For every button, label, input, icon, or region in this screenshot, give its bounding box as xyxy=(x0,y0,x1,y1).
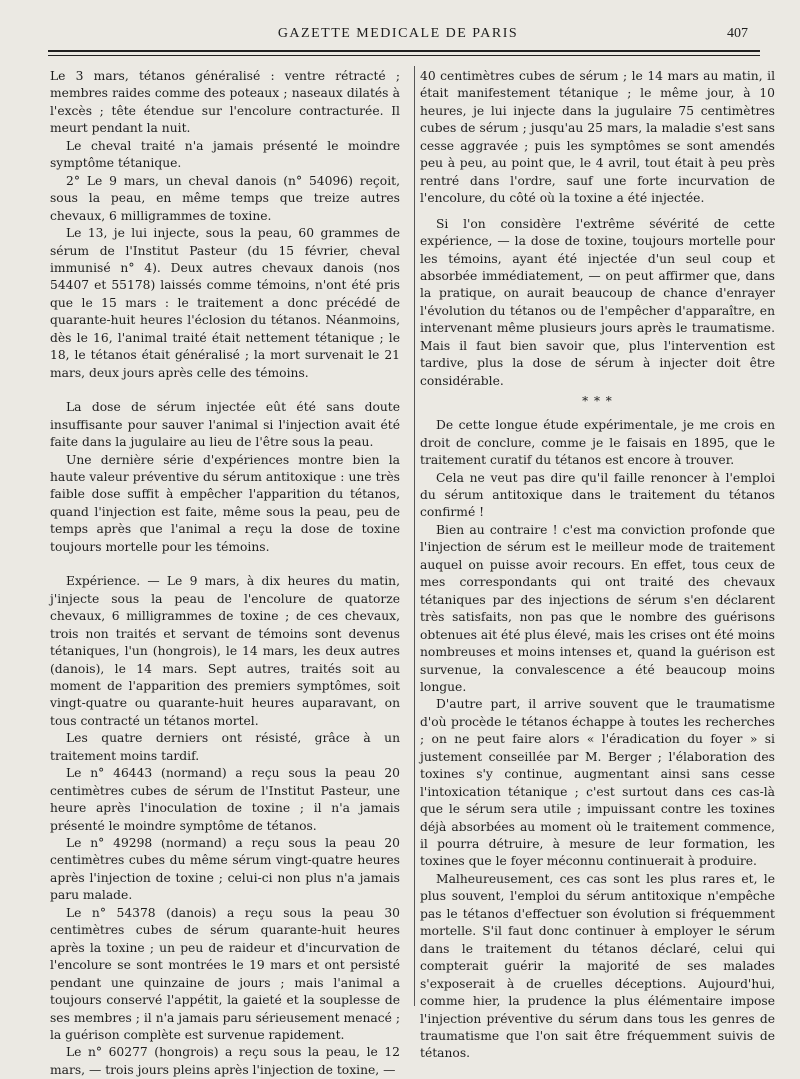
paragraph: Si l'on considère l'extrême sévérité de cette expérience, — la dose de toxine, toujours mortelle pour les témoins, ayant été injectée d'un seul coup et absorbée immédiatement, — on peut affirmer que, dans la pratique, on aurait beaucoup de chance d'enrayer l'évolution du tétanos ou de l'empêcher d'apparaître, en intervenant même plusieurs jours après le traumatisme. Mais il faut bien savoir que, plus l'intervention est tardive, plus la dose de sérum à injecter doit être considérable. xyxy=(420,216,775,388)
paragraph: Une dernière série d'expériences montre bien la haute valeur préventive du sérum antitoxique : une très faible dose suffit à empêcher l'apparition du tétanos, quand l'injection est faite, même sous la peau, peu de temps après que l'animal a reçu la dose de toxine toujours mortelle pour les témoins. xyxy=(50,452,400,554)
paragraph: D'autre part, il arrive souvent que le traumatisme d'où procède le tétanos échappe à toutes les recherches ; on ne peut faire alors « l'éradication du foyer » si justement conseillée par M. Berger ; l'élaboration des toxines s'y continue, augmentant ainsi sans cesse l'intoxication tétanique ; c'est surtout dans ces cas-là que le sérum sera utile ; impuissant contre les toxines déjà absorbées au moment où le traitement commence, il pourra détruire, à mesure de leur formation, les toxines que le foyer méconnu continuerait à produire. xyxy=(420,697,775,869)
paragraph: 40 centimètres cubes de sérum ; le 14 mars au matin, il était manifestement tétanique ; le même jour, à 10 heures, je lui injecte dans la jugulaire 75 centimètres cubes de sérum ; jusqu'au 25 mars, la maladie s'est sans cesse aggravée ; puis les symptômes se sont amendés peu à peu, au point que, le 4 avril, tout était à peu près rentré dans l'ordre, sauf une forte incurvation de l'encolure, du côté où la toxine a été injectée. xyxy=(420,69,775,206)
paragraph: Le cheval traité n'a jamais présenté le moindre symptôme tétanique. xyxy=(50,138,400,171)
paragraph: De cette longue étude expérimentale, je me crois en droit de conclure, comme je le faisais en 1895, que le traitement curatif du tétanos est encore à trouver. xyxy=(420,418,775,468)
header-rule-thin xyxy=(48,55,760,56)
paragraph: Les quatre derniers ont résisté, grâce à un traitement moins tardif. xyxy=(50,731,400,763)
paragraph: Le n° 54378 (danois) a reçu sous la peau 30 centimètres cubes de sérum quarante-huit heures après la toxine ; un peu de raideur et d'incurvation de l'encolure se sont montrées le 19 mars et ont persisté pendant une quinzaine de jours ; mais l'animal a toujours conservé l'appétit, la gaieté et la souplesse de ses membres ; il n'a jamais paru sérieusement menacé ; la guérison complète est survenue rapidement. xyxy=(50,905,400,1043)
paragraph: Le n° 49298 (normand) a reçu sous la peau 20 centimètres cubes du même sérum vingt-quatre heures après l'injection de toxine ; celui-ci non plus n'a jamais paru malade. xyxy=(50,836,400,903)
paragraph: Cela ne veut pas dire qu'il faille renoncer à l'emploi du sérum antitoxique dans le traitement du tétanos confirmé ! xyxy=(420,470,775,520)
header-rule-thick xyxy=(48,50,760,52)
journal-title: GAZETTE MEDICALE DE PARIS xyxy=(277,26,519,41)
running-header xyxy=(48,24,748,46)
paragraph: Le 13, je lui injecte, sous la peau, 60 grammes de sérum de l'Institut Pasteur (du 15 février, cheval immunisé n° 4). Deux autres chevaux danois (nos 54407 et 55178) laissés comme témoins, n'ont été pris que le 15 mars : le traitement a donc précédé de quarante-huit heures l'éclosion du tétanos. Néanmoins, dès le 16, l'animal traité était nettement tétanique ; le 18, le tétanos était généralisé ; la mort survenait le 21 mars, deux jours après celle des témoins. xyxy=(50,226,400,380)
paragraph: Le n° 60277 (hongrois) a reçu sous la peau, le 12 mars, — trois jours pleins après l'injection de toxine, — xyxy=(50,1045,400,1077)
section-break: * * * xyxy=(582,394,613,409)
paragraph: La dose de sérum injectée eût été sans doute insuffisante pour sauver l'animal si l'injection avait été faite dans la jugulaire au lieu de l'être sous la peau. xyxy=(50,400,400,450)
paragraph: Le n° 46443 (normand) a reçu sous la peau 20 centimètres cubes de sérum de l'Institut Pasteur, une heure après l'inoculation de toxine ; il n'a jamais présenté le moindre symptôme de tétanos. xyxy=(50,766,400,833)
right-column xyxy=(420,68,775,1063)
paragraph: 2° Le 9 mars, un cheval danois (n° 54096) reçoit, sous la peau, en même temps que treize autres chevaux, 6 milligrammes de toxine. xyxy=(50,173,400,223)
left-column xyxy=(50,68,400,1079)
paragraph: Expérience. — Le 9 mars, à dix heures du matin, j'injecte sous la peau de l'encolure de quatorze chevaux, 6 milligrammes de toxine ; de ces chevaux, trois non traités et servant de témoins sont devenus tétaniques, l'un (hongrois), le 14 mars, les deux autres (danois), le 14 mars. Sept autres, traités soit au moment de l'apparition des premiers symptômes, soit vingt-quatre ou quarante-huit heures auparavant, on tous contracté un tétanos mortel. xyxy=(50,574,400,728)
paragraph: Malheureusement, ces cas sont les plus rares et, le plus souvent, l'emploi du sérum antitoxique n'empêche pas le tétanos d'effectuer son évolution si fréquemment mortelle. S'il faut donc continuer à employer le sérum dans le traitement du tétanos déclaré, celui qui compterait guérir la majorité de ses malades s'exposerait à de cruelles déceptions. Aujourd'hui, comme hier, la prudence la plus élémentaire impose l'injection préventive du sérum dans tous les genres de traumatisme que l'on sait être fréquemment suivis de tétanos. xyxy=(420,871,775,1061)
paragraph: Le 3 mars, tétanos généralisé : ventre rétracté ; membres raides comme des poteaux ; naseaux dilatés à l'excès ; tête étendue sur l'encolure contracturée. Il meurt pendant la nuit. xyxy=(50,69,400,136)
column-divider xyxy=(414,66,415,1006)
page-number: 407 xyxy=(727,26,748,41)
paragraph: Bien au contraire ! c'est ma conviction profonde que l'injection de sérum est le meilleur mode de traitement auquel on puisse avoir recours. En effet, tous ceux de mes correspondants qui ont traité des chevaux tétaniques par des injections de sérum s'en déclarent très satisfaits, non pas que le nombre des guérisons obtenues ait été plus élevé, mais les crises ont été moins nombreuses et moins intenses et, quand la guérison est survenue, la convalescence a été beaucoup moins longue. xyxy=(420,522,775,694)
